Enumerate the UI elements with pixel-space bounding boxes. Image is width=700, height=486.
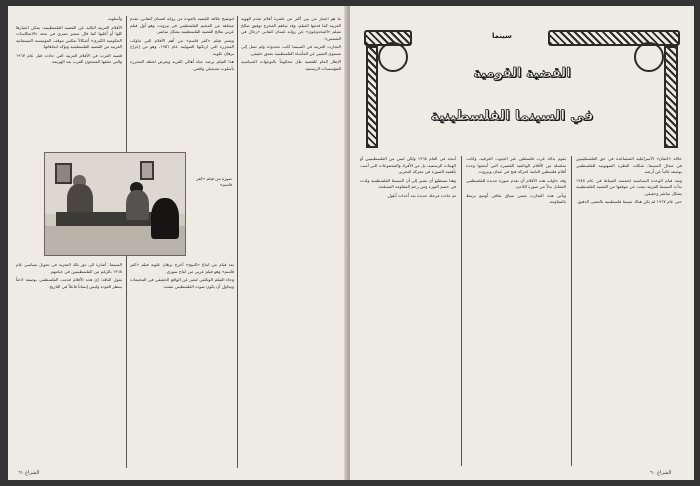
article-title-line-2: في السينما الفلسطينية (430, 108, 594, 124)
photo-caption: صورة من فيلم «كفر قاسم» (196, 176, 232, 188)
paragraph: بعد قيام من اتباع «النبيح» آخرج برهان علوية فيلم «كفر قاسم» وهو فيلم عربي من انتاج سوري. (130, 262, 234, 274)
picture-frame (140, 161, 154, 179)
seated-woman (126, 190, 148, 221)
right-column-2 (466, 156, 566, 466)
left-column-2-bottom (130, 262, 234, 468)
seated-man (67, 184, 92, 215)
left-column-1 (16, 16, 122, 146)
column-rule (237, 16, 238, 468)
paragraph: السينما: أشارة الى دور تلك التجربة في تحويل سياسي عام ١٩٦٨ بالرغم من الفلسطينيين في خيامهم. (16, 262, 122, 274)
paragraph: لتوضيح علاقة القضية بالعودة من رواية لغسان كنفاني، تقدم مشاهد من المخيم الفلسطيني في بيروت، وهو أول فيلم عربي يعالج القضية الفلسطينية بشكل مباشر. (130, 16, 234, 35)
paragraph: وبعد قيام الوحدة السياسية لخمسة الضباط في عام ١٩٤٨ بدأت السينما العربية تبحث عن موقعها من القضية الفلسطينية بشكل مباشر وحقيقي. (576, 177, 682, 196)
ornament-swirl (378, 42, 408, 72)
column-rule (461, 156, 462, 466)
paragraph: الأفلام العربية التالية عن القضية الفلسطينية، يمكن اعتبارها كلها أو أغلبها كما قال سمير نصري في بحثه «الانعكاسات الحكومية الكبرى» أشكالاً تعكس موقف المؤسسة السينمائية العربية من القضية الفلسطينية وتؤكد اتجاهاتها. (16, 24, 122, 50)
paragraph: ثم جاءت مرحلة جديدة بعد أحداث أيلول. (386, 192, 456, 198)
paragraph: وقد حاولت هذه الأفلام أن تقدم صورة جديدة للفلسطيني المقاتل بدلاً من صورة اللاجئ. (466, 177, 566, 190)
paragraph: الإطار العام للقضية ظل محكوماً بالتوجهات السياسية للمؤسسات الرسمية. (241, 59, 341, 71)
paragraph: أنتجه في العام ١٩٦٨ ولكن ليس من الفلسطينيين أو الهيئات الرسمية، بل من الأفراد والمجموعات التي آمنت بأهمية الصورة في معركة التحرير. (360, 156, 456, 175)
film-still-photo (44, 152, 186, 256)
ornament-border (664, 46, 678, 148)
left-page (8, 6, 348, 480)
right-page (350, 6, 694, 480)
paragraph: وهنا نستطيع أن نشير إلى أن السينما الفلسطينية ولدت في خضم الثورة ومن رحم المقاومة المسلحة. (360, 177, 456, 190)
paragraph: هذا الفيلم يرصد حياة أهالي القرية ويعرض لحظة المجزرة بأسلوب تسجيلي واقعي. (130, 59, 234, 71)
article-title-line-1: القضية القومية (473, 66, 571, 81)
left-column-3 (241, 16, 341, 468)
paragraph: وجاء الفيلم الوثائقي ليعبر عن الواقع الحقيقي في المخيمات ويحاول أن يكون صوت الفلسطيني نفسه. (130, 277, 234, 289)
picture-frame (55, 163, 72, 183)
section-tag: سينما (492, 32, 512, 40)
left-column-1-bottom (16, 262, 122, 468)
standing-figure (151, 198, 179, 239)
paragraph: بقوم بذلك غرب فلسطين عبر الجيوب العرقية، وكانت سلسلة من الأفلام الوثائقية القصيرة التي أنتجتها وحدة أفلام فلسطين التابعة لحركة فتح في عمان وبيروت. (466, 156, 566, 175)
paragraph: يقول الناقد: إن هذه الأفلام قدمت الفلسطيني بوصفه لاجئاً ينتظر العودة وليس إنساناً فاعلاً في التاريخ. (16, 277, 122, 289)
page-number: الشراع ٦١ (18, 470, 40, 476)
right-column-3 (360, 156, 456, 466)
paragraph: وأسلوبه. (107, 16, 122, 21)
page-number: الشراع ٦٠ (650, 470, 672, 476)
ornament-border (548, 30, 680, 46)
column-rule (571, 156, 572, 466)
paragraph: وتأتي هذه التجارب ضمن سياق ثقافي أوسع يرتبط بالمقاومة. (466, 192, 566, 205)
ornament-swirl (634, 42, 664, 72)
ornament-border (366, 46, 378, 148)
paragraph: قضية العرب في الأفلام العربية التي جاءت قبل عام ١٩٦٧ والتي حققها المنتجون العرب بعد الهزيمة. (16, 52, 122, 65)
paragraph: ما هو اختيار من بين أكثر من عشرة أفلام تقدم الهوية العربية كما قدمها الفيلم، وقد ساهم المخرج توفيق صالح بفيلم «المخدوعون» عن رواية غسان كنفاني «رجال في الشمس». (241, 16, 341, 41)
paragraph: خلاله «كنعان» الأسرائيلية المتصاعدة في حق الفلسطينيين في مجال السينما، شكلت النظرة الصهيونية للفلسطيني بوصفه غائباً عن أرضه. (576, 156, 682, 175)
left-column-2 (130, 16, 234, 146)
paragraph: التجارب العربية في السينما كانت محدودة ولم تصل إلى مستوى التعبير عن المأساة الفلسطينية بعمق حقيقي. (241, 44, 341, 56)
paragraph: ويعتبر فيلم «كفر قاسم» من أهم الأفلام التي تناولت المجزرة التي ارتكبها الصهاينة عام ١٩٥٦، وهو من إخراج برهان علوية. (130, 37, 234, 56)
right-column-1 (576, 156, 682, 466)
title-header (364, 28, 680, 150)
paragraph: حتى عام ١٩٦٧ لم تكن هناك سينما فلسطينية بالمعنى الدقيق. (576, 199, 682, 205)
